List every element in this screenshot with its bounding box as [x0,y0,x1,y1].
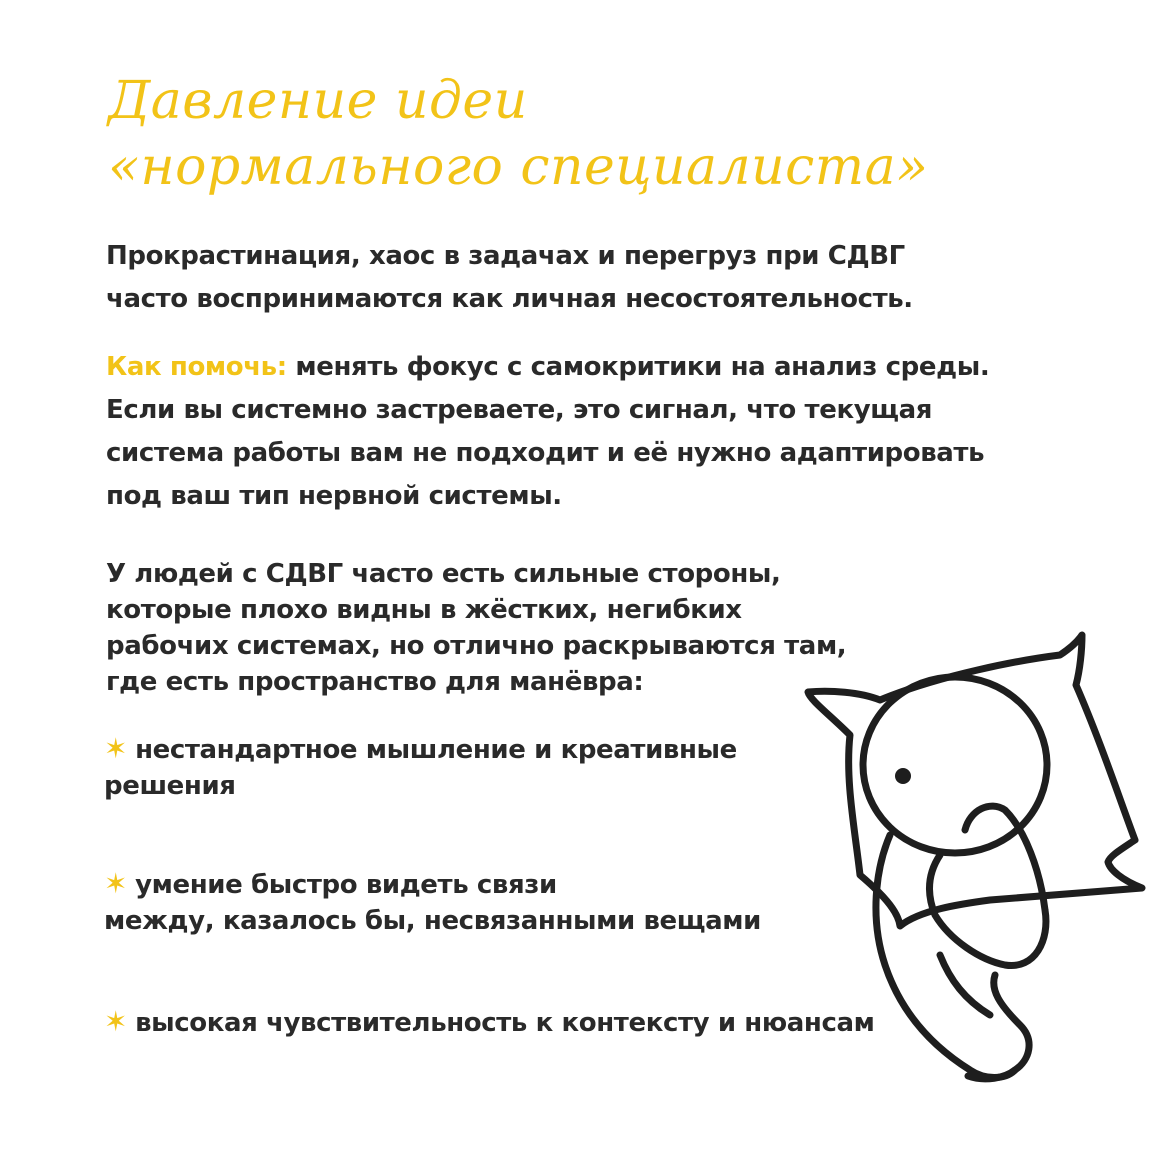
help-line-2: Если вы системно застреваете, это сигнал, что текущая [106,395,933,425]
strengths-line-4: где есть пространство для манёвра: [106,667,644,697]
bullet-3-line-1: высокая чувствительность к контексту и нюансам [135,1008,875,1038]
intro-line-1: Прокрастинация, хаос в задачах и перегруз при СДВГ [106,241,905,271]
bullet-1-line-1: нестандартное мышление и креативные [135,735,737,765]
person-curled-on-pillow-illustration [790,630,1150,1090]
strengths-line-3: рабочих системах, но отлично раскрываются там, [106,631,847,661]
star-icon: ✶ [104,867,128,900]
body-shape [876,835,1029,1078]
intro-paragraph [106,235,913,321]
help-line-1-text: менять фокус с самокритики на анализ среды. [286,352,990,382]
strengths-line-1: У людей с СДВГ часто есть сильные стороны, [106,559,781,589]
help-line-3: система работы вам не подходит и её нужно адаптировать [106,438,985,468]
strengths-line-2: которые плохо видны в жёстких, негибких [106,595,742,625]
bullet-item [104,1004,874,1041]
help-line-4: под ваш тип нервной системы. [106,481,562,511]
bullet-2-line-2: между, казалось бы, несвязанными вещами [104,906,761,936]
title-line-2: «нормального специалиста» [108,137,929,197]
star-icon: ✶ [104,1005,128,1038]
bullet-1-line-2: решения [104,771,236,801]
bullet-item [104,866,761,939]
arm-shape [930,806,1046,965]
bullet-2-line-1: умение быстро видеть связи [135,870,557,900]
page-title [108,68,928,200]
help-paragraph [106,346,989,518]
intro-line-2: часто воспринимаются как личная несостоятельность. [106,284,913,314]
star-icon: ✶ [104,732,128,765]
bullet-item [104,731,737,804]
title-line-1: Давление идеи [108,71,528,131]
eye-dot [895,768,911,784]
strengths-paragraph [106,556,846,700]
leg-shape [940,955,990,1015]
help-label: Как помочь: [106,352,287,382]
help-line-1 [106,346,989,389]
